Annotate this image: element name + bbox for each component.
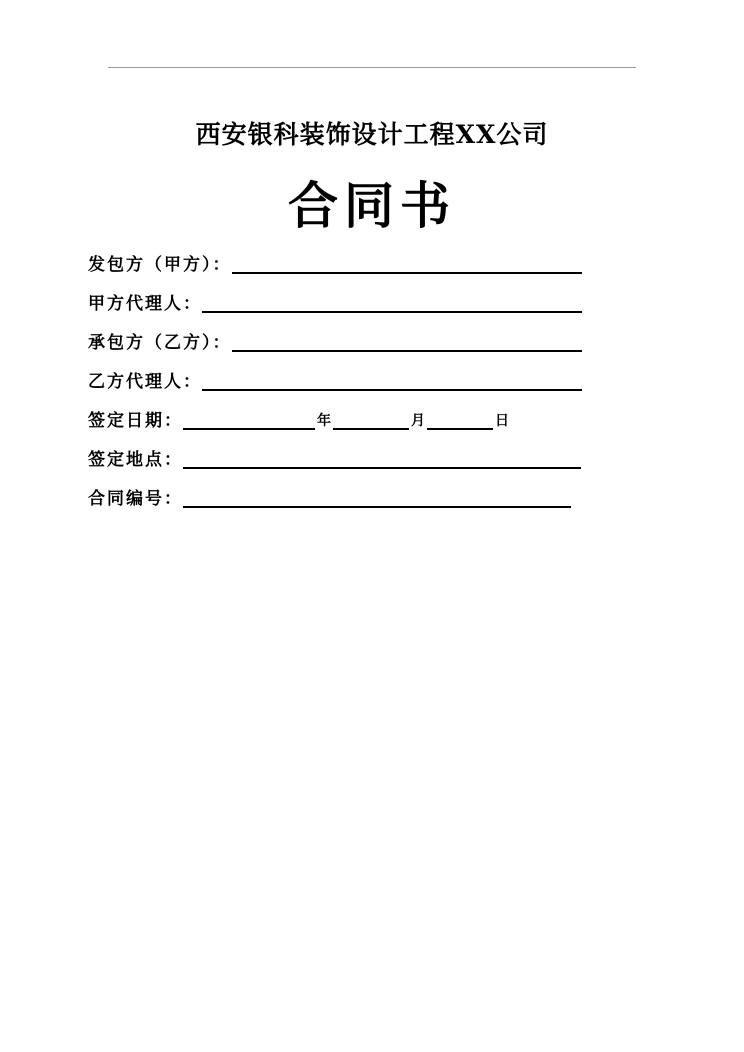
header-rule (108, 67, 636, 68)
document-title: 合同书 (288, 176, 456, 235)
party-b-agent-row (88, 369, 582, 393)
party-a-row (88, 252, 582, 276)
contract-no-label: 合同编号： (88, 489, 183, 509)
party-b-blank[interactable] (232, 350, 582, 352)
month-unit: 月 (411, 413, 425, 429)
party-a-agent-row (88, 291, 582, 315)
sign-date-row (88, 408, 511, 432)
party-b-agent-blank[interactable] (202, 389, 582, 391)
party-b-label: 承包方（乙方）： (88, 333, 232, 353)
sign-day-blank[interactable] (427, 428, 493, 430)
sign-place-label: 签定地点： (88, 450, 183, 470)
party-a-agent-blank[interactable] (202, 311, 582, 313)
sign-place-blank[interactable] (183, 467, 581, 469)
party-b-agent-label: 乙方代理人： (88, 372, 202, 392)
sign-date-label: 签定日期： (88, 411, 183, 431)
party-b-row (88, 330, 582, 354)
contract-no-row (88, 486, 571, 510)
contract-no-blank[interactable] (183, 506, 571, 508)
sign-place-row (88, 447, 581, 471)
sign-month-blank[interactable] (333, 428, 409, 430)
party-a-label: 发包方（甲方）： (88, 255, 232, 275)
party-a-blank[interactable] (232, 272, 582, 274)
party-a-agent-label: 甲方代理人： (88, 294, 202, 314)
sign-year-blank[interactable] (183, 428, 315, 430)
day-unit: 日 (495, 413, 509, 429)
year-unit: 年 (317, 413, 331, 429)
company-name: 西安银科装饰设计工程XX公司 (195, 120, 549, 149)
